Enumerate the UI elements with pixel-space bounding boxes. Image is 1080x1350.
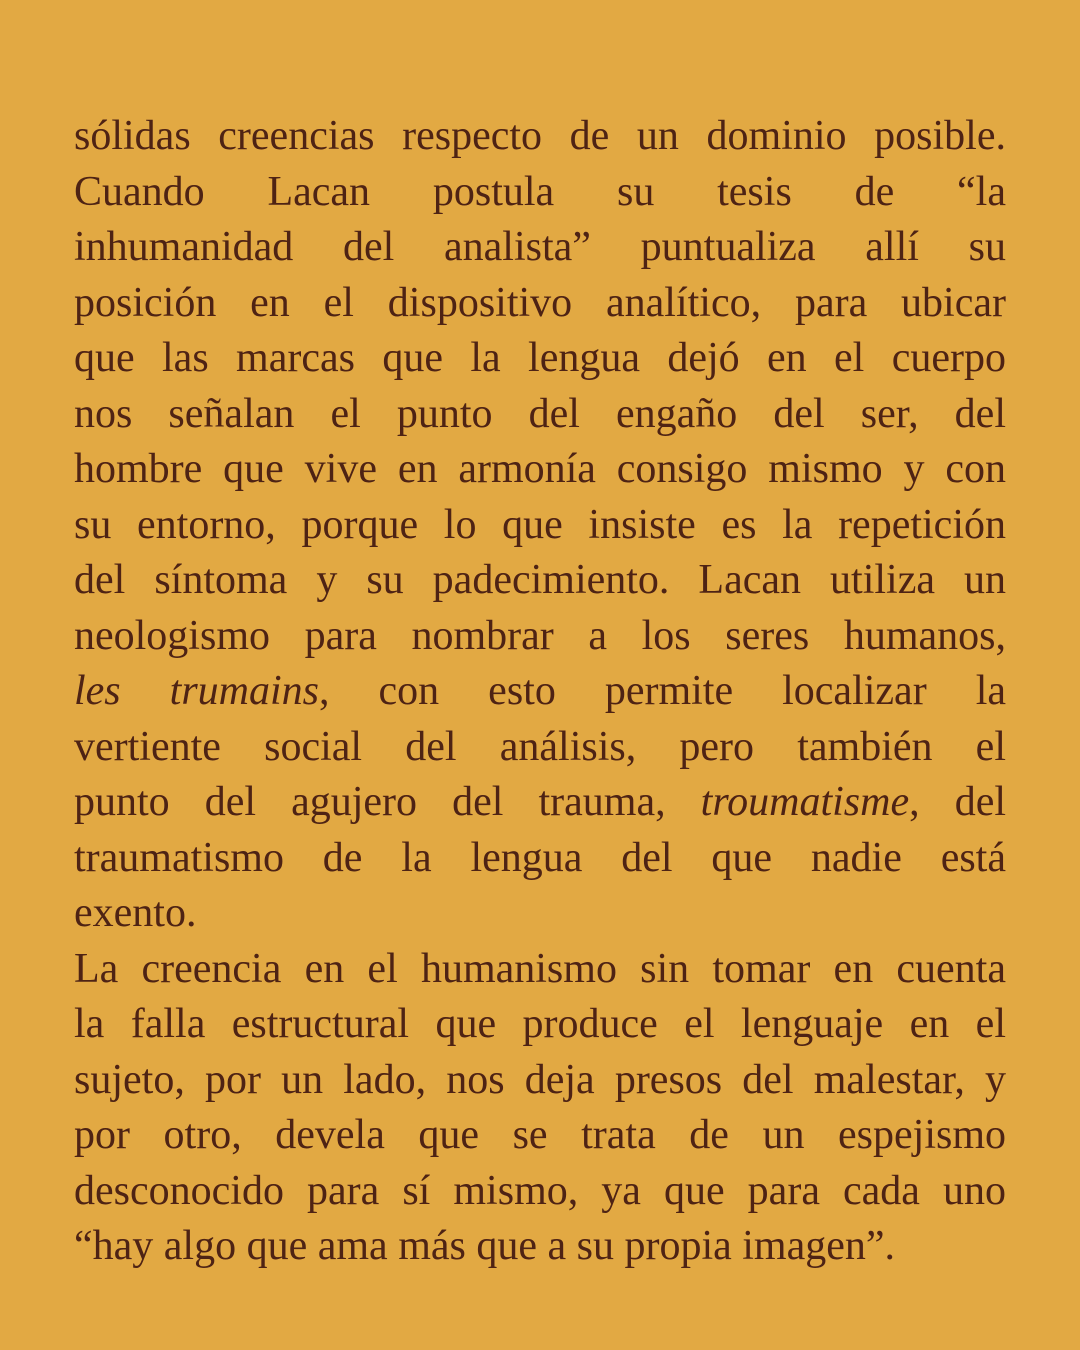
text-line: Cuando Lacan postula su tesis de “la: [74, 168, 1006, 215]
italic-term: les trumains: [74, 668, 320, 714]
text-line: [74, 775, 1006, 831]
text-line: hombre que vive en armonía consigo mismo y con: [74, 446, 1006, 492]
text-line: su entorno, porque lo que insiste es la repetición: [74, 501, 1006, 548]
text-line: desconocido para sí mismo, ya que para cada uno: [74, 1167, 1006, 1214]
text-line: La creencia en el humanismo sin tomar en cuenta: [74, 945, 1006, 992]
text-line: neologismo para nombrar a los seres humanos,: [74, 612, 1006, 659]
italic-term: troumatisme: [700, 779, 910, 825]
text-line: posición en el dispositivo analítico, para ubicar: [74, 279, 1006, 326]
text-line: por otro, devela que se trata de un espejismo: [74, 1112, 1006, 1158]
text-line: [74, 664, 1006, 720]
text-line: “hay algo que ama más que a su propia imagen”.: [74, 1223, 896, 1269]
text-line: que las marcas que la lengua dejó en el cuerpo: [74, 335, 1006, 381]
text-line: sujeto, por un lado, nos deja presos del malestar, y: [74, 1056, 1006, 1103]
text-line: la falla estructural que produce el lenguaje en el: [74, 1001, 1006, 1047]
text-segment: , con esto permite localizar la: [319, 668, 1007, 714]
text-line: traumatismo de la lengua del que nadie está: [74, 834, 1006, 881]
text-line: exento.: [74, 890, 197, 936]
text-line: vertiente social del análisis, pero también el: [74, 723, 1006, 770]
essay-text: [74, 109, 1006, 1275]
text-line: inhumanidad del analista” puntualiza allí su: [74, 224, 1006, 270]
text-line: del síntoma y su padecimiento. Lacan utiliza un: [74, 557, 1006, 603]
text-segment: , del: [909, 779, 1007, 825]
text-line: sólidas creencias respecto de un dominio posible.: [74, 113, 1006, 159]
text-segment: punto del agujero del trauma,: [74, 779, 701, 825]
text-line: nos señalan el punto del engaño del ser, del: [74, 390, 1006, 437]
